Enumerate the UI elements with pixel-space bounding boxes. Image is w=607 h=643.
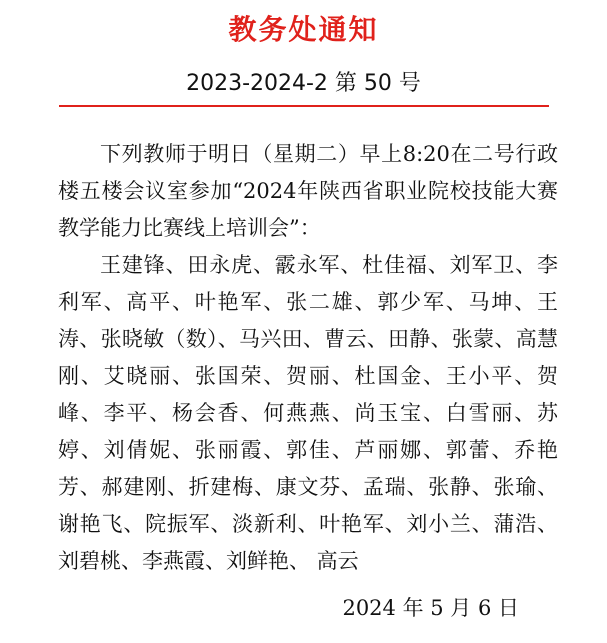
notice-body [58,136,558,580]
red-divider-line [59,105,549,107]
teacher-name-list: 王建锋、田永虎、霰永军、杜佳福、刘军卫、李利军、高平、叶艳军、张二雄、郭少军、马坤、王涛、张晓敏（数）、马兴田、曹云、田静、张蒙、高慧刚、艾晓丽、张国荣、贺丽、杜国金、王小平、贺峰、李平、杨会香、何燕燕、尚玉宝、白雪丽、苏婷、刘倩妮、张丽霞、郭佳、芦丽娜、郭蕾、乔艳芳、郝建刚、折建梅、康文芬、孟瑞、张静、张瑜、谢艳飞、院振军、淡新利、叶艳军、刘小兰、蒲浩、刘碧桃、李燕霞、刘鲜艳、 高云 [58,253,558,573]
document-number: 2023-2024-2 第 50 号 [186,71,421,96]
issue-date: 2024 年 5 月 6 日 [342,596,519,620]
document-title: 教务处通知 [228,13,379,46]
intro-paragraph: 下列教师于明日（星期二）早上8:20在二号行政楼五楼会议室参加“2024年陕西省职业院校技能大赛教学能力比赛线上培训会”： [58,142,558,240]
